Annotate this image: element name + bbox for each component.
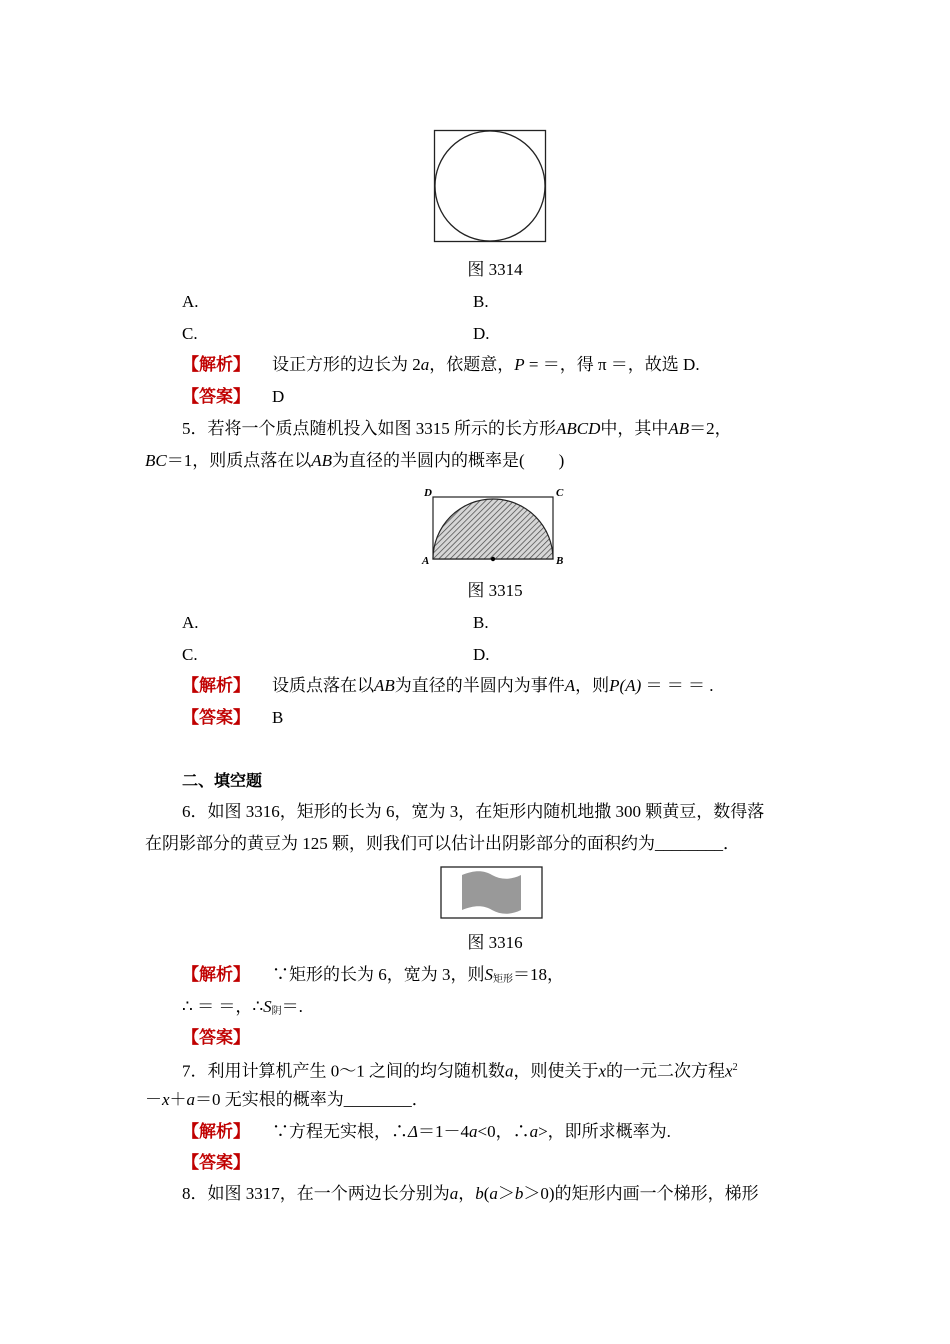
analysis-label: 【解析】 (182, 355, 250, 374)
answer-line (182, 707, 283, 729)
figure-caption: 图 3314 (467, 260, 523, 279)
figure-caption: 图 3315 (467, 581, 523, 600)
question-7-line-1: 7．利用计算机产生 0～1 之间的均匀随机数a，则使关于x的一元二次方程$x^2$ (182, 1061, 738, 1081)
analysis-line: 【解析】 设质点落在以AB为直径的半圆内为事件A，则P(A) ＝ ＝ ＝ . (182, 676, 714, 695)
option-c: C. (182, 645, 198, 664)
analysis-line: 【解析】 设正方形的边长为 2a，依题意，P = ＝，得 π ＝，故选 D. (182, 355, 700, 374)
answer-value: B (272, 708, 284, 727)
option-b: B. (473, 292, 489, 311)
label-a: A (422, 555, 430, 567)
option-d: D. (473, 645, 490, 664)
answer-label: 【答案】 (182, 1028, 250, 1047)
question-8-line-1: 8．如图 3317，在一个两边长分别为a，b(a＞b＞0)的矩形内画一个梯形，梯形 (182, 1184, 759, 1203)
analysis-line: 【解析】 ∵方程无实根，∴Δ＝1－4a<0，∴a>，即所求概率为. (182, 1122, 671, 1141)
answer-line (182, 386, 284, 408)
figure-3314 (433, 129, 548, 244)
answer-line (182, 1027, 250, 1049)
question-7-line-2: －x＋a＝0 无实根的概率为________． (145, 1090, 429, 1109)
question-5-line-2: BC＝1，则质点落在以AB为直径的半圆内的概率是( ) (145, 451, 565, 470)
answer-label: 【答案】 (182, 387, 250, 406)
question-5-line-1: 5．若将一个质点随机投入如图 3315 所示的长方形ABCD中，其中AB＝2， (182, 419, 732, 438)
answer-label: 【答案】 (182, 1153, 250, 1172)
analysis-line-2: ∴ ＝ ＝，$\therefore S_阴=$. (182, 997, 303, 1017)
label-c: C (556, 487, 564, 499)
answer-line (182, 1152, 250, 1174)
question-6-line-1: 6．如图 3316，矩形的长为 6，宽为 3，在矩形内随机地撒 300 颗黄豆，数得落 (182, 802, 765, 821)
label-b: B (556, 555, 564, 567)
figure-3315 (418, 483, 570, 569)
analysis-label: 【解析】 (182, 1122, 250, 1141)
answer-label: 【答案】 (182, 708, 250, 727)
analysis-line: 【解析】 ∵矩形的长为 6，宽为 3，则$S_{矩形}=18$， (182, 965, 564, 985)
analysis-label: 【解析】 (182, 676, 250, 695)
answer-value: D (272, 387, 285, 406)
section-title: 二、填空题 (182, 771, 263, 790)
option-c: C. (182, 324, 198, 343)
option-d: D. (473, 324, 490, 343)
question-6-line-2: 在阴影部分的黄豆为 125 颗，则我们可以估计出阴影部分的面积约为________． (145, 834, 740, 853)
option-b: B. (473, 613, 489, 632)
figure-3316 (440, 866, 543, 919)
analysis-label: 【解析】 (182, 965, 250, 984)
option-a: A. (182, 292, 199, 311)
figure-caption: 图 3316 (467, 933, 523, 952)
option-a: A. (182, 613, 199, 632)
label-d: D (424, 487, 432, 499)
